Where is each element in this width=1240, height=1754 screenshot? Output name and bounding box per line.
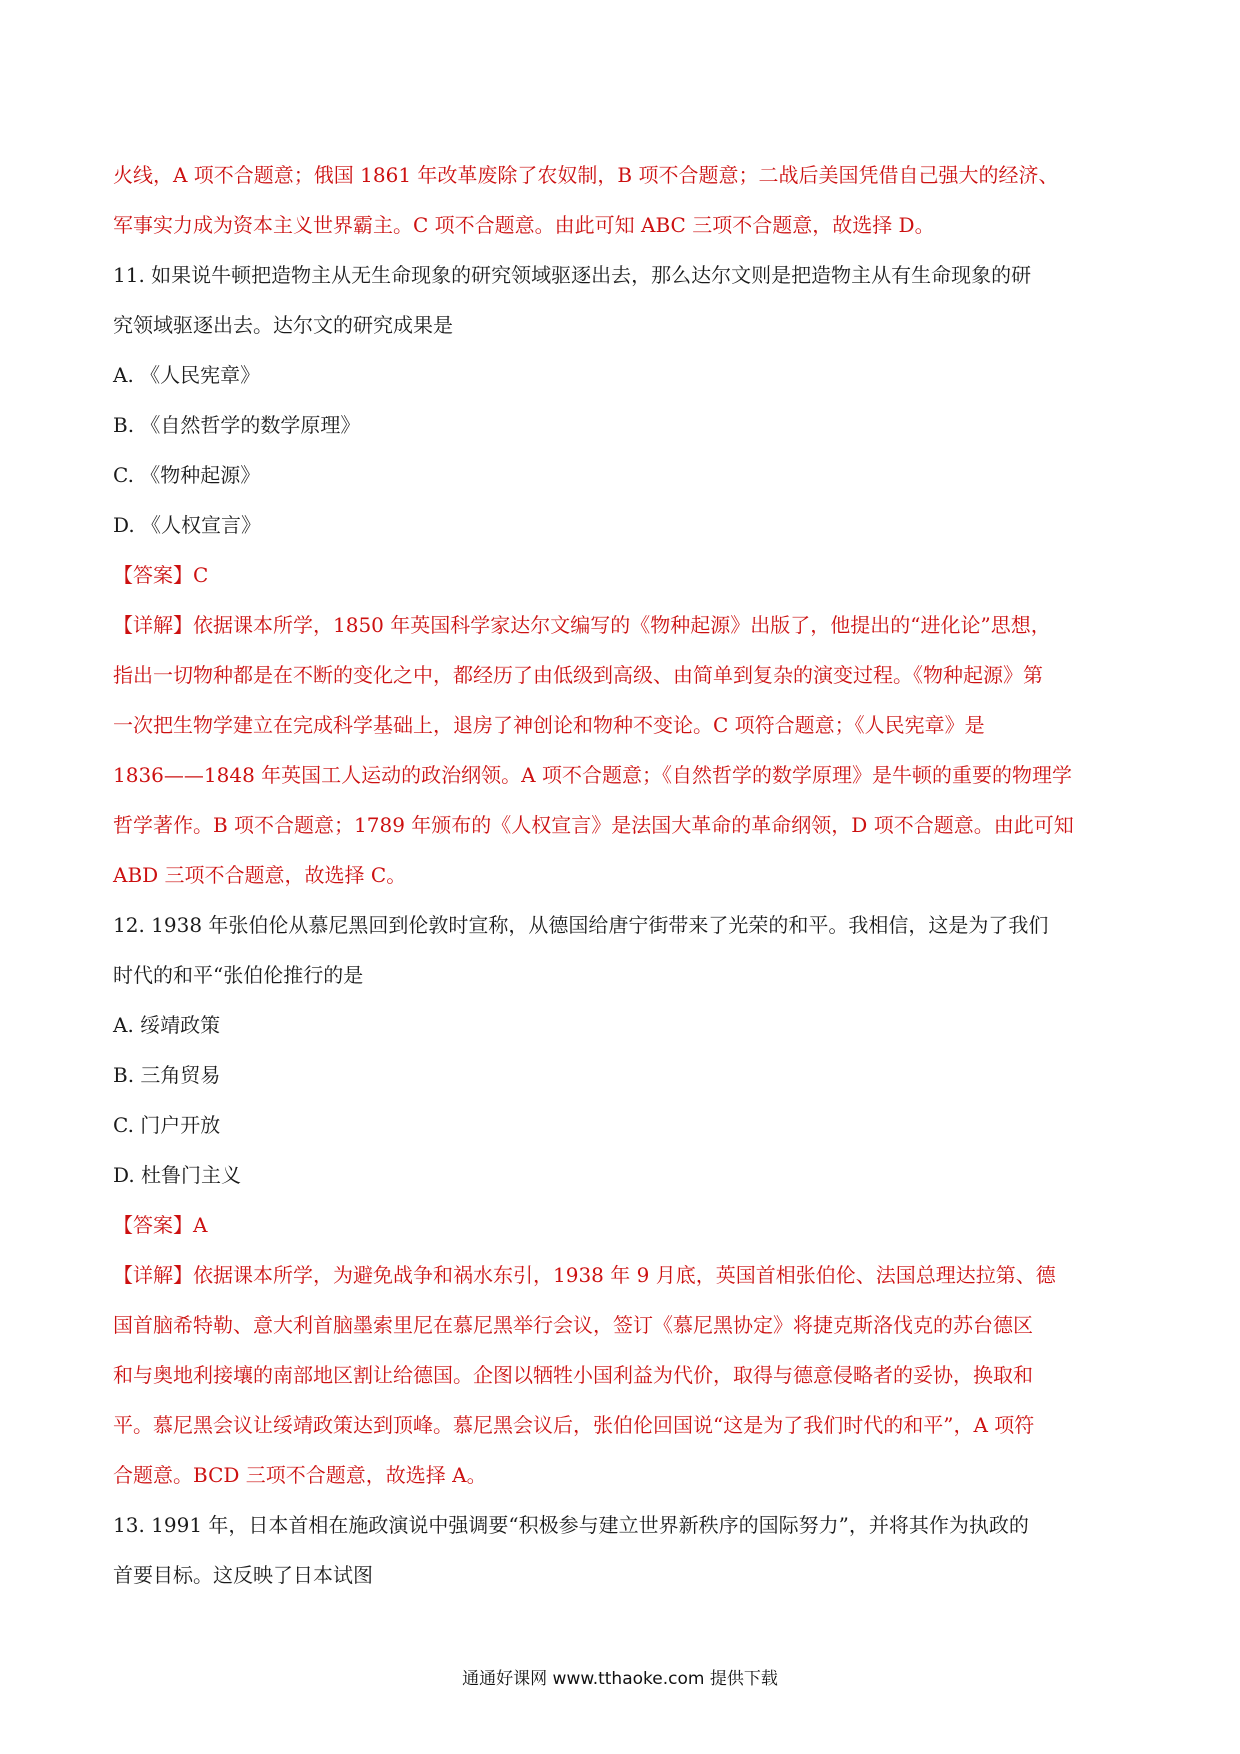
text-line: 时代的和平“张伯伦推行的是 bbox=[113, 963, 364, 987]
text-line: A. 《人民宪章》 bbox=[113, 363, 261, 387]
text-line: 究领域驱逐出去。达尔文的研究成果是 bbox=[113, 313, 453, 337]
text-line: D. 杜鲁门主义 bbox=[113, 1163, 242, 1187]
text-line: 【答案】C bbox=[113, 563, 209, 587]
text-line: 国首脑希特勒、意大利首脑墨索里尼在慕尼黑举行会议，签订《慕尼黑协定》将捷克斯洛伐克的苏台德区 bbox=[113, 1313, 1033, 1337]
page-footer: 通通好课网 www.tthaoke.com 提供下载 bbox=[462, 1669, 778, 1689]
text-line: 合题意。BCD 三项不合题意，故选择 A。 bbox=[113, 1463, 487, 1487]
text-line: 一次把生物学建立在完成科学基础上，退房了神创论和物种不变论。C 项符合题意；《人民宪章》是 bbox=[113, 713, 985, 737]
text-line: 13. 1991 年，日本首相在施政演说中强调要“积极参与建立世界新秩序的国际努力”，并将其作为执政的 bbox=[113, 1513, 1029, 1537]
text-line: 火线，A 项不合题意；俄国 1861 年改革废除了农奴制，B 项不合题意；二战后美国凭借自己强大的经济、 bbox=[113, 163, 1059, 187]
text-line: 【详解】依据课本所学，为避免战争和祸水东引，1938 年 9 月底，英国首相张伯伦、法国总理达拉第、德 bbox=[113, 1263, 1056, 1287]
text-line: 首要目标。这反映了日本试图 bbox=[113, 1563, 373, 1587]
text-line: 指出一切物种都是在不断的变化之中，都经历了由低级到高级、由简单到复杂的演变过程。《物种起源》第 bbox=[113, 663, 1043, 687]
text-line: B. 三角贸易 bbox=[113, 1063, 221, 1087]
text-line: 12. 1938 年张伯伦从慕尼黑回到伦敦时宣称，从德国给唐宁街带来了光荣的和平。我相信，这是为了我们 bbox=[113, 913, 1049, 937]
text-line: 1836——1848 年英国工人运动的政治纲领。A 项不合题意；《自然哲学的数学原理》是牛顿的重要的物理学 bbox=[113, 763, 1072, 787]
text-line: 11. 如果说牛顿把造物主从无生命现象的研究领域驱逐出去，那么达尔文则是把造物主从有生命现象的研 bbox=[113, 263, 1032, 287]
text-line: A. 绥靖政策 bbox=[113, 1013, 221, 1037]
text-line: 哲学著作。B 项不合题意；1789 年颁布的《人权宣言》是法国大革命的革命纲领，D 项不合题意。由此可知 bbox=[113, 813, 1074, 837]
text-line: 军事实力成为资本主义世界霸主。C 项不合题意。由此可知 ABC 三项不合题意，故选择 D。 bbox=[113, 213, 935, 237]
text-line: 和与奥地利接壤的南部地区割让给德国。企图以牺牲小国利益为代价，取得与德意侵略者的妥协，换取和 bbox=[113, 1363, 1033, 1387]
text-line: 平。慕尼黑会议让绥靖政策达到顶峰。慕尼黑会议后，张伯伦回国说“这是为了我们时代的和平”，A 项符 bbox=[113, 1413, 1035, 1437]
text-line: C. 门户开放 bbox=[113, 1113, 221, 1137]
text-line: B. 《自然哲学的数学原理》 bbox=[113, 413, 361, 437]
page-content bbox=[113, 150, 1133, 1600]
text-line: 【答案】A bbox=[113, 1213, 208, 1237]
text-line: ABD 三项不合题意，故选择 C。 bbox=[113, 863, 407, 887]
text-line: 【详解】依据课本所学，1850 年英国科学家达尔文编写的《物种起源》出版了，他提出的“进化论”思想， bbox=[113, 613, 1051, 637]
text-line: C. 《物种起源》 bbox=[113, 463, 261, 487]
text-line: D. 《人权宣言》 bbox=[113, 513, 262, 537]
